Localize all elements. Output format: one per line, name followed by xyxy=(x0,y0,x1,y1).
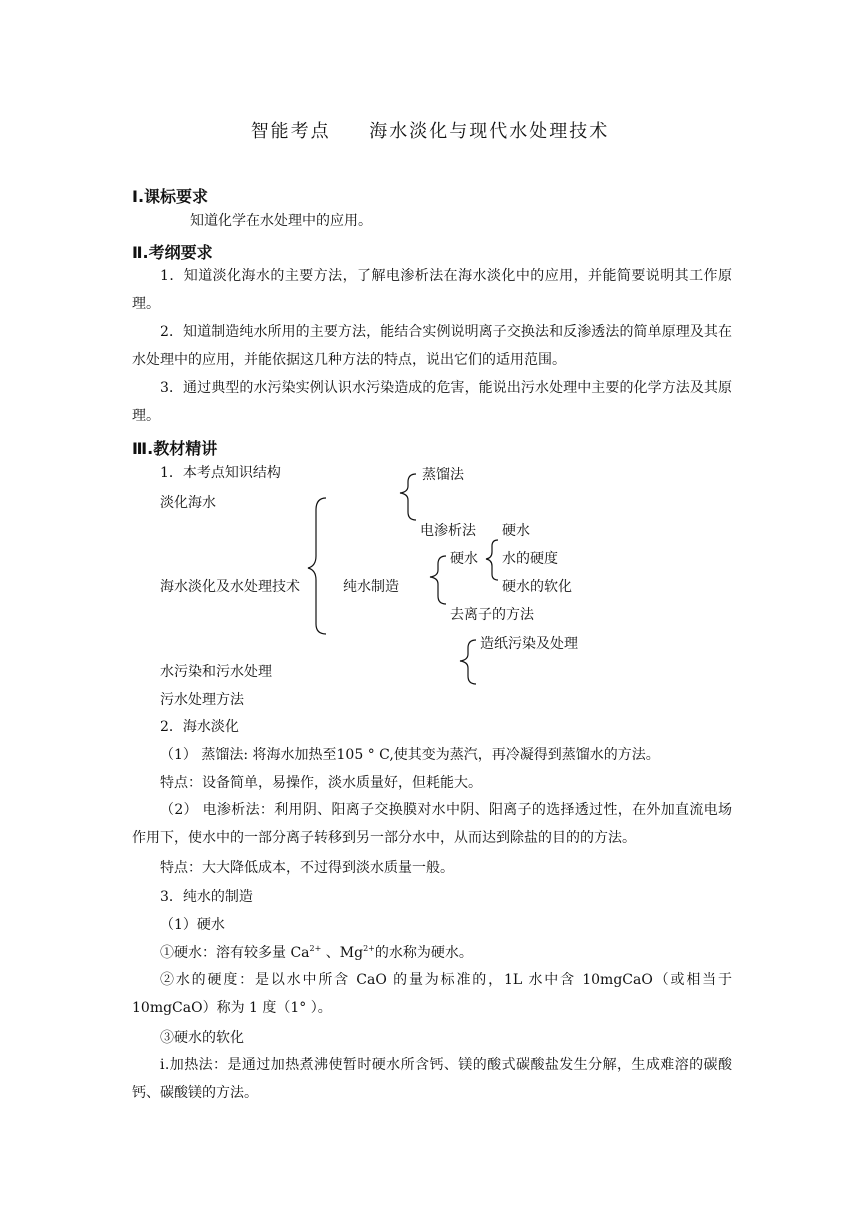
brace-root xyxy=(308,498,326,634)
electrodialysis-feature: 特点：大大降低成本，不过得到淡水质量一般。 xyxy=(160,860,454,876)
subheading-structure: 1．本考点知识结构 xyxy=(160,465,281,481)
brace-hard-water xyxy=(486,540,498,580)
syllabus-item-1: 1．知道淡化海水的主要方法，了解电渗析法在海水淡化中的应用，并能简要说明其工作原理。 xyxy=(132,268,732,312)
diagram-node-water-pollution: 水污染和污水处理 xyxy=(160,664,272,680)
diagram-node-pure-water: 纯水制造 xyxy=(343,579,399,595)
standards-text: 知道化学在水处理中的应用。 xyxy=(190,213,372,229)
electrodialysis-line: （2） 电渗析法：利用阴、阳离子交换膜对水中阴、阳离子的选择透过性，在外加直流电场作用下，使水中的一部分离子转移到另一部分水中，从而达到除盐的目的的方法。 xyxy=(132,802,732,846)
syllabus-item-2: 2．知道制造纯水所用的主要方法，能结合实例说明离子交换法和反渗透法的简单原理及其在水处理中的应用，并能依据这几种方法的特点，说出它们的适用范围。 xyxy=(132,324,732,368)
diagram-node-hardness: 水的硬度 xyxy=(502,551,558,567)
diagram-node-hard-water: 硬水 xyxy=(450,551,478,567)
diagram-node-treatment-methods: 污水处理方法 xyxy=(160,692,244,708)
subheading-desalination: 2．海水淡化 xyxy=(160,719,239,735)
subheading-pure-water: 3．纯水的制造 xyxy=(160,889,253,905)
heating-method: ⅰ.加热法：是通过加热煮沸使暂时硬水所含钙、镁的酸式碳酸盐发生分解，生成难溶的碳酸钙、碳酸镁的方法。 xyxy=(132,1057,732,1101)
brace-pollution xyxy=(460,640,476,684)
section-heading-textbook: Ⅲ.教材精讲 xyxy=(132,439,218,458)
section-heading-syllabus: Ⅱ.考纲要求 xyxy=(132,243,213,262)
diagram-node-root: 海水淡化及水处理技术 xyxy=(160,579,300,595)
hard-water-def-part-b: 、Mg xyxy=(321,945,364,961)
section-heading-standards: Ⅰ.课标要求 xyxy=(132,187,209,206)
hardness-line: ②水的硬度：是以水中所含 CaO 的量为标准的，1L 水中含 10mgCaO（或相当于 10mgCaO）称为 1 度（1° ）。 xyxy=(132,972,732,1016)
diagram-node-desalination: 淡化海水 xyxy=(160,495,216,511)
brace-pure-water xyxy=(430,556,446,604)
diagram-node-paper-pollution: 造纸污染及处理 xyxy=(480,636,578,652)
mg-charge: 2+ xyxy=(363,944,375,953)
diagram-node-hard-water-def: 硬水 xyxy=(502,523,530,539)
syllabus-item-3: 3．通过典型的水污染实例认识水污染造成的危害，能说出污水处理中主要的化学方法及其原理。 xyxy=(132,380,732,424)
softening-heading: ③硬水的软化 xyxy=(160,1030,244,1046)
brace-desalination xyxy=(400,474,416,520)
diagram-node-electrodialysis: 电渗析法 xyxy=(420,523,476,539)
distillation-feature: 特点：设备简单，易操作，淡水质量好，但耗能大。 xyxy=(160,775,482,791)
page-title: 智能考点 海水淡化与现代水处理技术 xyxy=(250,121,610,142)
diagram-node-distillation: 蒸馏法 xyxy=(422,467,464,483)
hard-water-def-part-a: ①硬水：溶有较多量 Ca xyxy=(160,945,310,961)
hard-water-def-part-c: 的水称为硬水。 xyxy=(374,945,473,961)
hard-water-heading: （1）硬水 xyxy=(160,917,225,933)
hard-water-definition xyxy=(160,943,473,963)
diagram-node-deionization: 去离子的方法 xyxy=(450,607,534,623)
ca-charge: 2+ xyxy=(309,944,322,953)
diagram-node-softening: 硬水的软化 xyxy=(502,579,572,595)
distillation-line: （1） 蒸馏法: 将海水加热至105 ° C,使其变为蒸汽，再冷凝得到蒸馏水的方法。 xyxy=(160,747,660,763)
